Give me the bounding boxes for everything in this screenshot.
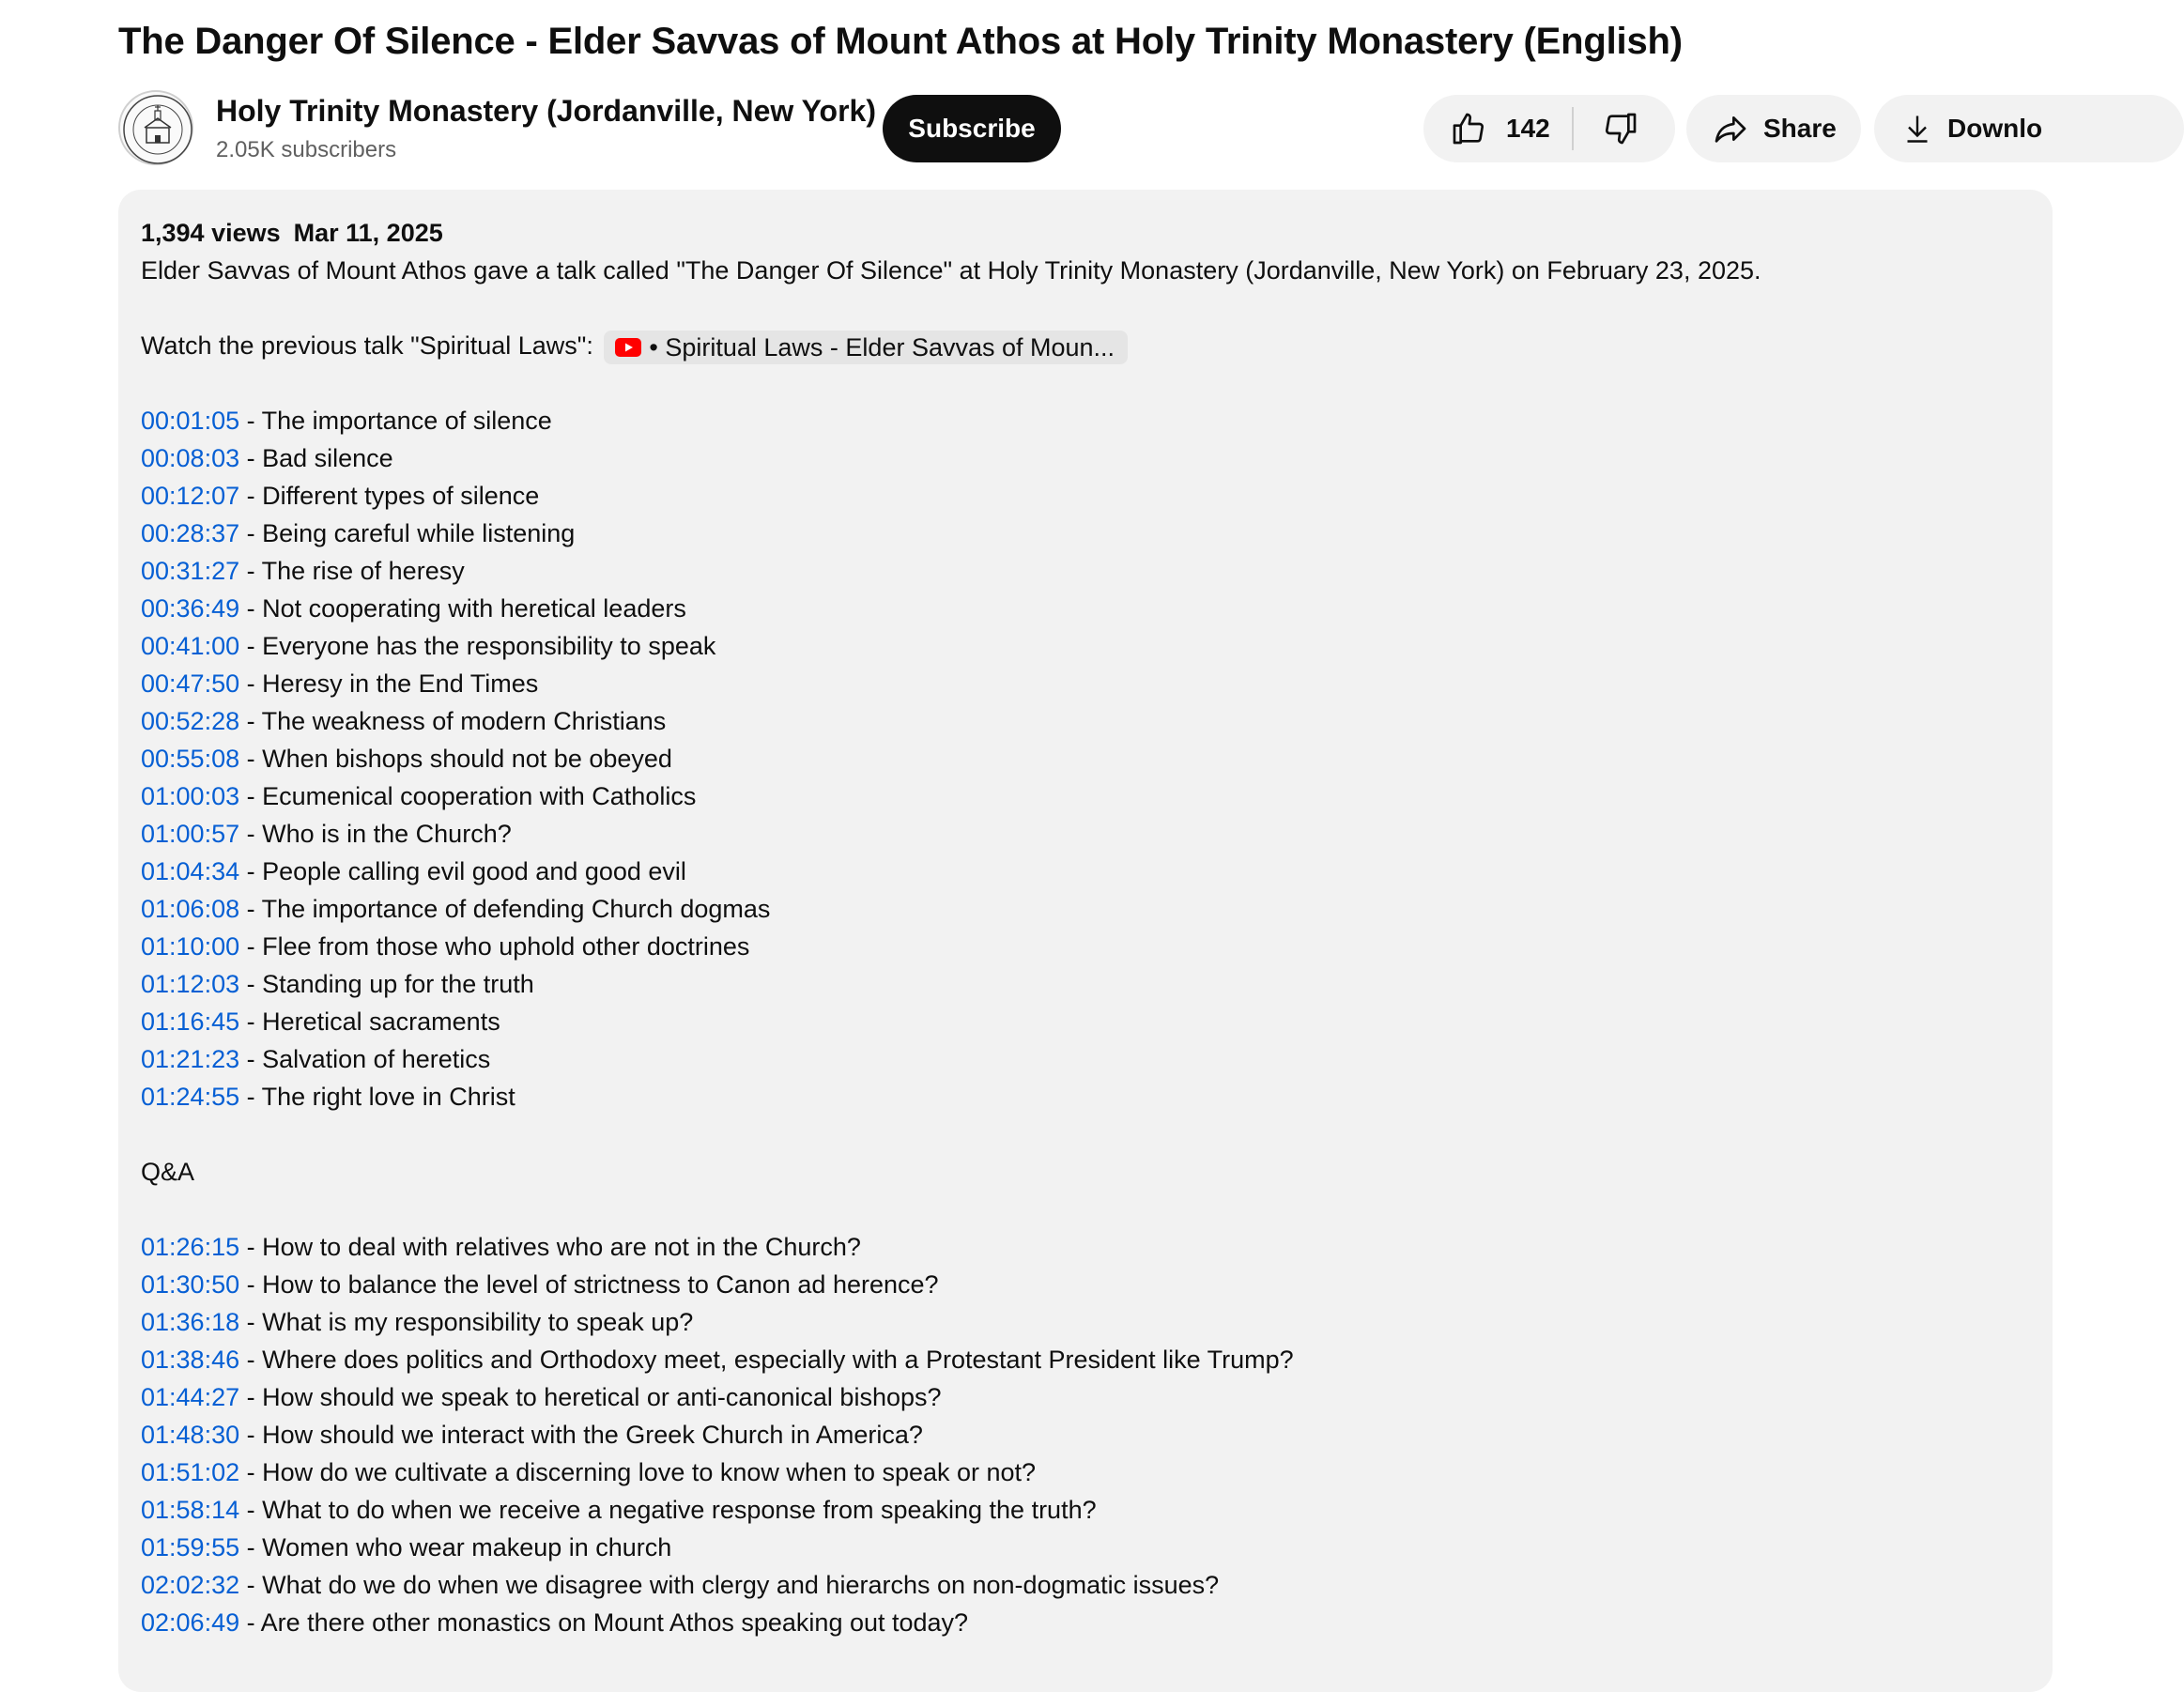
previous-talk-prefix: Watch the previous talk "Spiritual Laws": [141, 331, 593, 360]
subscribe-button[interactable]: Subscribe [883, 95, 1061, 162]
chapter-title: - Heretical sacraments [239, 1008, 500, 1036]
timestamp-link[interactable]: 01:51:02 [141, 1458, 240, 1486]
download-button[interactable] [1874, 95, 2184, 162]
timestamp-link[interactable]: 01:00:57 [141, 820, 240, 848]
like-button[interactable] [1423, 95, 1572, 162]
chapter-row [141, 1491, 2030, 1529]
previous-talk-link-label: • Spiritual Laws - Elder Savvas of Moun... [649, 332, 1115, 361]
chapter-title: - Who is in the Church? [239, 820, 512, 848]
description-panel[interactable] [118, 190, 2053, 1692]
chapter-title: - Flee from those who uphold other doctrines [239, 932, 750, 961]
timestamp-link[interactable]: 00:08:03 [141, 444, 240, 472]
qa-list [141, 1228, 2030, 1641]
chapter-row [141, 627, 2030, 665]
chapter-row [141, 965, 2030, 1003]
timestamp-link[interactable]: 01:48:30 [141, 1421, 240, 1449]
chapter-row [141, 815, 2030, 853]
chapter-title: - Standing up for the truth [239, 970, 534, 998]
view-count: 1,394 views [141, 219, 281, 247]
chapter-title: - Heresy in the End Times [239, 669, 539, 698]
download-icon [1900, 110, 1934, 147]
timestamp-link[interactable]: 00:28:37 [141, 519, 240, 547]
chapter-title: - Are there other monastics on Mount Athos speaking out today? [239, 1608, 969, 1637]
timestamp-link[interactable]: 00:47:50 [141, 669, 240, 698]
chapter-title: - The importance of defending Church dogmas [239, 895, 771, 923]
timestamp-link[interactable]: 01:12:03 [141, 970, 240, 998]
chapter-row [141, 439, 2030, 477]
chapter-title: - How should we speak to heretical or anti-canonical bishops? [239, 1383, 942, 1411]
chapter-row [141, 1454, 2030, 1491]
chapter-title: - The importance of silence [239, 407, 552, 435]
timestamp-link[interactable]: 01:06:08 [141, 895, 240, 923]
chapter-title: - How to balance the level of strictness to Canon ad herence? [239, 1270, 939, 1299]
chapter-title: - How to deal with relatives who are not in the Church? [239, 1233, 861, 1261]
timestamp-link[interactable]: 00:55:08 [141, 745, 240, 773]
chapter-row [141, 590, 2030, 627]
chapter-title: - Where does politics and Orthodoxy meet, especially with a Protestant President like Trump? [239, 1346, 1294, 1374]
timestamp-link[interactable]: 01:10:00 [141, 932, 240, 961]
chapter-row [141, 402, 2030, 439]
chapter-title: - Salvation of heretics [239, 1045, 491, 1073]
chapter-row [141, 740, 2030, 777]
timestamp-link[interactable]: 01:21:23 [141, 1045, 240, 1073]
previous-talk-link[interactable] [604, 331, 1128, 364]
chapter-title: - The rise of heresy [239, 557, 465, 585]
dislike-button[interactable] [1574, 95, 1668, 162]
chapter-title: - Ecumenical cooperation with Catholics [239, 782, 697, 810]
share-arrow-icon [1711, 110, 1750, 147]
timestamp-link[interactable]: 01:26:15 [141, 1233, 240, 1261]
share-button[interactable] [1686, 95, 1861, 162]
chapter-row [141, 477, 2030, 515]
chapter-row [141, 853, 2030, 890]
chapter-row [141, 1604, 2030, 1641]
youtube-play-icon [615, 338, 641, 357]
timestamp-link[interactable]: 00:41:00 [141, 632, 240, 660]
chapter-row [141, 928, 2030, 965]
chapter-row [141, 1566, 2030, 1604]
chapter-row [141, 1303, 2030, 1341]
chapter-row [141, 1266, 2030, 1303]
upload-date: Mar 11, 2025 [293, 219, 443, 247]
chapter-title: - Not cooperating with heretical leaders [239, 594, 686, 623]
chapter-title: - The weakness of modern Christians [239, 707, 667, 735]
chapter-row [141, 1341, 2030, 1378]
video-meta [141, 214, 2030, 252]
subscriber-count: 2.05K subscribers [216, 137, 397, 162]
chapter-row [141, 552, 2030, 590]
chapter-row [141, 515, 2030, 552]
chapter-row [141, 1378, 2030, 1416]
chapter-row [141, 777, 2030, 815]
timestamp-link[interactable]: 02:02:32 [141, 1571, 240, 1599]
timestamp-link[interactable]: 00:52:28 [141, 707, 240, 735]
thumbs-up-icon [1450, 110, 1487, 147]
thumbs-down-icon [1602, 110, 1639, 147]
timestamp-link[interactable]: 01:44:27 [141, 1383, 240, 1411]
timestamp-link[interactable]: 01:24:55 [141, 1083, 240, 1111]
video-title: The Danger Of Silence - Elder Savvas of Mount Athos at Holy Trinity Monastery (English) [118, 21, 1683, 62]
timestamp-link[interactable]: 00:36:49 [141, 594, 240, 623]
timestamp-link[interactable]: 00:31:27 [141, 557, 240, 585]
channel-avatar[interactable] [118, 90, 193, 165]
timestamp-link[interactable]: 00:01:05 [141, 407, 240, 435]
chapter-row [141, 665, 2030, 702]
description-summary: Elder Savvas of Mount Athos gave a talk called "The Danger Of Silence" at Holy Trinity Monastery (Jordanville, New York) on February 23, 2025. [141, 256, 1761, 285]
timestamp-link[interactable]: 01:30:50 [141, 1270, 240, 1299]
timestamp-link[interactable]: 01:59:55 [141, 1533, 240, 1561]
chapter-title: - What do we do when we disagree with clergy and hierarchs on non-dogmatic issues? [239, 1571, 1220, 1599]
chapter-title: - What to do when we receive a negative response from speaking the truth? [239, 1496, 1097, 1524]
channel-row [118, 90, 2043, 165]
share-label: Share [1763, 114, 1837, 143]
timestamp-link[interactable]: 01:00:03 [141, 782, 240, 810]
chapter-title: - The right love in Christ [239, 1083, 515, 1111]
qa-heading: Q&A [141, 1158, 195, 1186]
timestamp-link[interactable]: 01:16:45 [141, 1008, 240, 1036]
chapter-row [141, 1040, 2030, 1078]
chapter-title: - People calling evil good and good evil [239, 857, 686, 885]
chapter-title: - How do we cultivate a discerning love to know when to speak or not? [239, 1458, 1037, 1486]
like-count: 142 [1506, 114, 1550, 143]
channel-name[interactable]: Holy Trinity Monastery (Jordanville, New York) [216, 94, 876, 128]
chapter-title: - Different types of silence [239, 482, 540, 510]
chapter-title: - Bad silence [239, 444, 393, 472]
chapter-list [141, 402, 2030, 1115]
chapter-row [141, 1228, 2030, 1266]
timestamp-link[interactable]: 00:12:07 [141, 482, 240, 510]
chapter-row [141, 1078, 2030, 1115]
timestamp-link[interactable]: 01:36:18 [141, 1308, 240, 1336]
chapter-title: - Being careful while listening [239, 519, 576, 547]
chapter-row [141, 1416, 2030, 1454]
monastery-seal-icon [120, 92, 195, 167]
timestamp-link[interactable]: 02:06:49 [141, 1608, 240, 1637]
timestamp-link[interactable]: 01:58:14 [141, 1496, 240, 1524]
chapter-title: - What is my responsibility to speak up? [239, 1308, 694, 1336]
chapter-row [141, 1003, 2030, 1040]
download-label: Downlo [1947, 114, 2043, 143]
chapter-title: - Women who wear makeup in church [239, 1533, 672, 1561]
chapter-row [141, 890, 2030, 928]
like-dislike-group [1423, 95, 1675, 162]
chapter-title: - How should we interact with the Greek Church in America? [239, 1421, 923, 1449]
timestamp-link[interactable]: 01:04:34 [141, 857, 240, 885]
chapter-title: - When bishops should not be obeyed [239, 745, 672, 773]
chapter-row [141, 1529, 2030, 1566]
timestamp-link[interactable]: 01:38:46 [141, 1346, 240, 1374]
previous-talk-line [141, 327, 2030, 364]
chapter-row [141, 702, 2030, 740]
chapter-title: - Everyone has the responsibility to speak [239, 632, 716, 660]
